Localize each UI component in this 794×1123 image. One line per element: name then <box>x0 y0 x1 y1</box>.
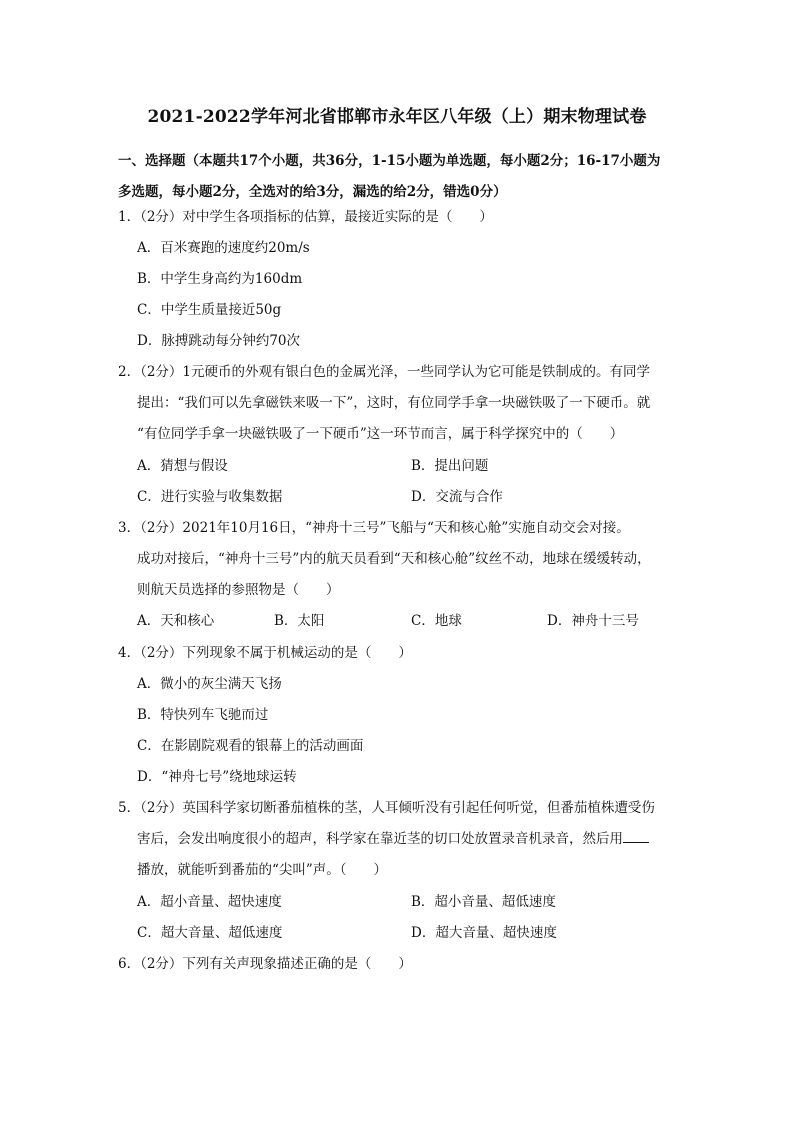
question-5-option-b: B．超小音量、超低速度 <box>411 894 556 910</box>
question-3-stem-line-3: 则航天员选择的参照物是（ ） <box>137 582 340 598</box>
question-2-option-c: C．进行实验与收集数据 <box>137 489 283 505</box>
question-5-stem <box>118 793 678 886</box>
question-2-stem-line-1: 2．（2分）1元硬币的外观有银白色的金属光泽，一些同学认为它可能是铁制成的。有同学 <box>118 364 651 380</box>
section-heading <box>118 146 678 208</box>
question-1-stem <box>118 202 678 233</box>
question-4-stem <box>118 638 678 669</box>
question-5-stem-line-1: 5．（2分）英国科学家切断番茄植株的茎，人耳倾听没有引起任何听觉，但番茄植株遭受伤 <box>118 800 655 816</box>
question-1-option-c: C．中学生质量接近50g <box>137 302 282 318</box>
exam-title: 2021-2022学年河北省邯郸市永年区八年级（上）期末物理试卷 <box>147 107 647 127</box>
question-4-stem-line-1: 4．（2分）下列现象不属于机械运动的是（ ） <box>118 645 412 661</box>
question-2-option-d: D．交流与合作 <box>411 489 503 505</box>
question-1-option-a: A．百米赛跑的速度约20m/s <box>137 240 310 256</box>
question-3-option-a: A．天和核心 <box>137 613 215 629</box>
section-heading-line-1: 一、选择题（本题共17个小题，共36分，1-15小题为单选题，每小题2分；16-17小题为 <box>118 153 661 169</box>
question-3-stem-line-2: 成功对接后，“神舟十三号”内的航天员看到“天和核心舱”纹丝不动，地球在缓缓转动， <box>137 551 651 567</box>
question-5-option-d: D．超大音量、超快速度 <box>411 925 557 941</box>
question-3-stem <box>118 513 678 606</box>
question-5-stem-line-2-text: 害后，会发出响度很小的超声，科学家在靠近茎的切口处放置录音机录音，然后用 <box>137 831 623 847</box>
answer-blank <box>623 829 649 843</box>
question-2-stem-line-2: 提出：“我们可以先拿磁铁来吸一下”，这时，有位同学手拿一块磁铁吸了一下硬币。就 <box>137 395 651 411</box>
question-5-stem-line-3: 播放，就能听到番茄的“尖叫”声。（ ） <box>137 862 388 878</box>
question-5-stem-line-2 <box>118 824 678 855</box>
question-1-stem-line-1: 1．（2分）对中学生各项指标的估算，最接近实际的是（ ） <box>118 209 493 225</box>
question-3-option-c: C．地球 <box>411 613 462 629</box>
question-1-option-b: B．中学生身高约为160dm <box>137 271 303 287</box>
question-2-stem-line-3: “有位同学手拿一块磁铁吸了一下硬币”这一环节而言，属于科学探究中的（ ） <box>137 426 624 442</box>
question-3-stem-line-1: 3．（2分）2021年10月16日，“神舟十三号”飞船与“天和核心舱”实施自动交会对接。 <box>118 520 630 536</box>
question-3-option-d: D．神舟十三号 <box>547 613 639 629</box>
question-5-option-a: A．超小音量、超快速度 <box>137 894 282 910</box>
question-2-stem <box>118 357 678 450</box>
question-4-option-a: A．微小的灰尘满天飞扬 <box>137 676 282 692</box>
question-4-option-b: B．特快列车飞驰而过 <box>137 707 269 723</box>
question-4-option-c: C．在影剧院观看的银幕上的活动画面 <box>137 738 364 754</box>
question-5-option-c: C．超大音量、超低速度 <box>137 925 283 941</box>
question-1-option-d: D．脉搏跳动每分钟约70次 <box>137 333 301 349</box>
question-2-option-b: B．提出问题 <box>411 458 489 474</box>
question-6-stem <box>118 949 678 980</box>
question-4-option-d: D．“神舟七号”绕地球运转 <box>137 769 297 785</box>
question-3-option-b: B．太阳 <box>274 613 325 629</box>
question-6-stem-line-1: 6．（2分）下列有关声现象描述正确的是（ ） <box>118 956 412 972</box>
question-2-option-a: A．猜想与假设 <box>137 458 228 474</box>
section-heading-line-2: 多选题，每小题2分，全选对的给3分，漏选的给2分，错选0分） <box>118 184 507 200</box>
